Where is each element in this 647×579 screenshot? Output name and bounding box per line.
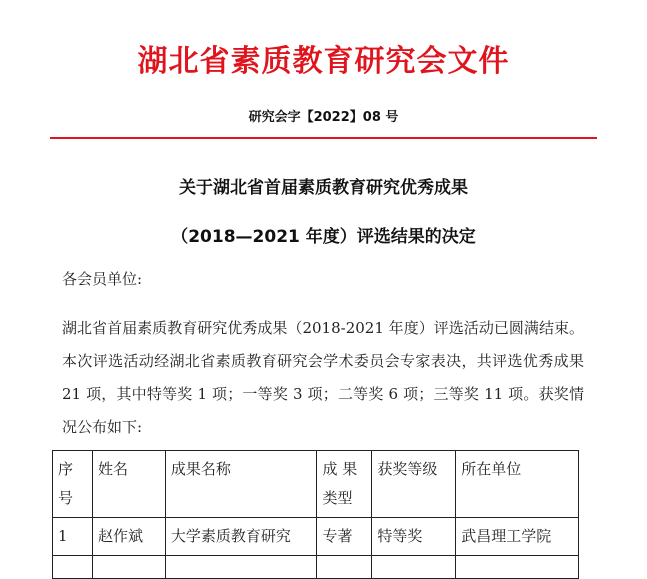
table-header-row	[53, 451, 579, 518]
salutation: 各会员单位:	[62, 270, 143, 288]
cell-unit: 武昌理工学院	[456, 518, 579, 556]
cell-level: 特等奖	[372, 518, 456, 556]
table-row	[53, 518, 579, 556]
org-title: 湖北省素质教育研究会文件	[137, 44, 510, 79]
document-title-line-2: （2018—2021 年度）评选结果的决定	[171, 227, 476, 247]
cell-title: 大学素质教育研究	[165, 518, 317, 556]
header-type-line2: 类型	[322, 489, 353, 507]
cell-name: 赵作斌	[92, 518, 165, 556]
awards-table	[52, 450, 579, 579]
header-seq-line2: 号	[58, 489, 74, 507]
header-type	[317, 451, 372, 518]
cell-type: 专著	[317, 518, 372, 556]
header-seq	[53, 451, 93, 518]
header-type-line1: 成 果	[322, 460, 358, 478]
header-level: 获奖等级	[372, 451, 456, 518]
red-divider	[50, 137, 597, 139]
body-paragraph: 湖北省首届素质教育研究优秀成果（2018-2021 年度）评选活动已圆满结束。本次评选活动经湖北省素质教育研究会学术委员会专家表决，共评选优秀成果 21 项，其中特等奖 1 项；一等奖 3 项；二等奖 6 项；三等奖 11 项。获奖情况公布如下:	[62, 319, 584, 436]
document-title-line-1: 关于湖北省首届素质教育研究优秀成果	[179, 178, 468, 198]
header-seq-line1: 序	[58, 460, 74, 478]
header-unit: 所在单位	[456, 451, 579, 518]
header-name: 姓名	[92, 451, 165, 518]
header-title: 成果名称	[165, 451, 317, 518]
cell-seq: 1	[53, 518, 93, 556]
doc-number: 研究会字【2022】08 号	[248, 110, 399, 125]
